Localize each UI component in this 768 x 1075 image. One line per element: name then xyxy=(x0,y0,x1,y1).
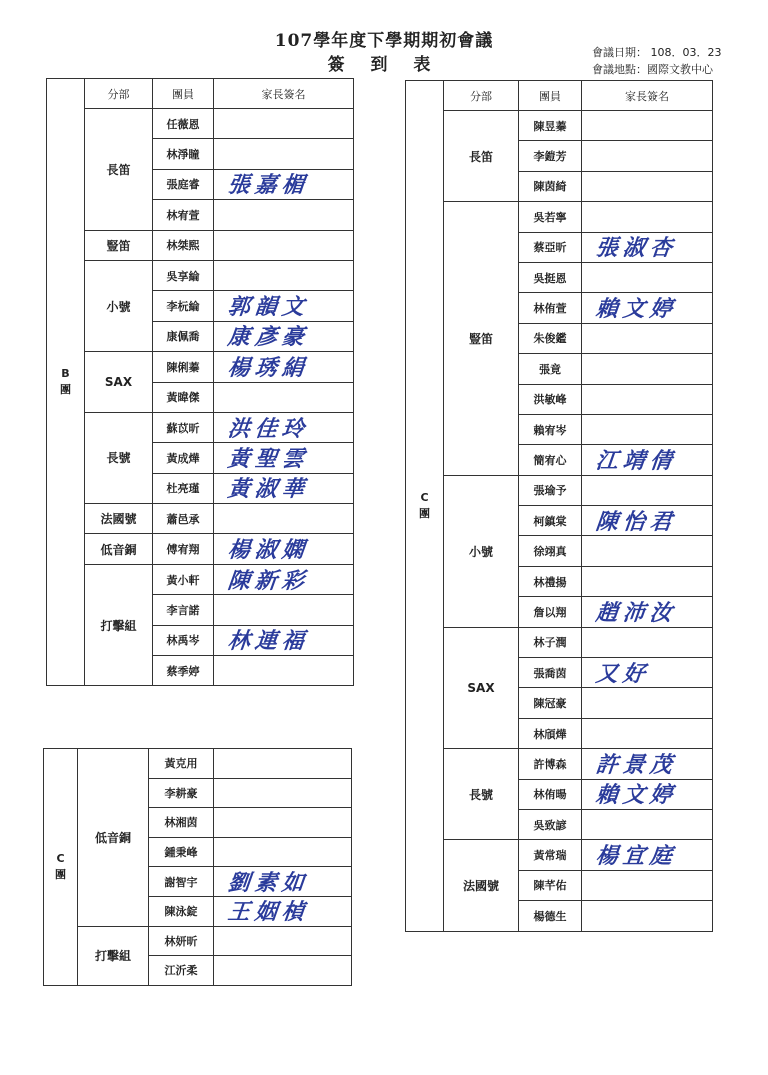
member-name: 蕭邑承 xyxy=(153,504,214,534)
section-name: 法國號 xyxy=(444,840,519,931)
c-group-signin-table-right xyxy=(405,80,713,932)
member-name: 洪敏峰 xyxy=(519,384,582,414)
parent-signature-cell[interactable] xyxy=(582,658,713,688)
section-name: SAX xyxy=(444,627,519,749)
parent-signature-cell[interactable] xyxy=(214,749,352,779)
header-row xyxy=(406,81,713,111)
section-name: 小號 xyxy=(85,260,153,351)
meeting-date: 會議日期： 108．03．23 xyxy=(592,46,722,59)
member-name: 張瑜予 xyxy=(519,475,582,505)
member-name: 張喬茵 xyxy=(519,658,582,688)
member-name: 黃常瑞 xyxy=(519,840,582,870)
parent-signature: 賴文婷 xyxy=(594,295,679,322)
parent-signature: 陳新彩 xyxy=(226,567,311,594)
parent-signature-cell[interactable] xyxy=(214,352,354,382)
member-name: 林侑暘 xyxy=(519,779,582,809)
table-row xyxy=(47,352,354,382)
table-row xyxy=(406,111,713,141)
member-name: 陳昱蓁 xyxy=(519,111,582,141)
parent-signature-cell[interactable] xyxy=(582,262,713,292)
parent-signature-cell[interactable] xyxy=(214,260,354,290)
parent-signature-cell[interactable] xyxy=(582,384,713,414)
member-name: 黃暐傑 xyxy=(153,382,214,412)
parent-signature: 楊宜庭 xyxy=(594,842,679,869)
member-name: 蔡亞昕 xyxy=(519,232,582,262)
member-name: 黃克用 xyxy=(149,749,214,779)
parent-signature-cell[interactable] xyxy=(214,808,352,838)
parent-signature-cell[interactable] xyxy=(214,896,352,926)
parent-signature-cell[interactable] xyxy=(582,809,713,839)
member-name: 李耕豪 xyxy=(149,778,214,808)
parent-signature: 江靖倩 xyxy=(594,447,679,474)
member-name: 朱俊鑑 xyxy=(519,323,582,353)
meeting-place: 會議地點：國際文教中心 xyxy=(592,63,713,76)
parent-signature-cell[interactable] xyxy=(214,926,352,956)
page-title: 107學年度下學期期初會議 xyxy=(274,31,494,51)
parent-signature-cell[interactable] xyxy=(582,506,713,536)
parent-signature-cell[interactable] xyxy=(214,321,354,351)
parent-signature-cell[interactable] xyxy=(582,323,713,353)
member-name: 簡宥心 xyxy=(519,445,582,475)
section-name: 打擊組 xyxy=(85,564,153,686)
member-name: 吳致諺 xyxy=(519,809,582,839)
parent-signature-cell[interactable] xyxy=(214,656,354,686)
parent-signature: 楊琇絹 xyxy=(226,354,311,381)
c-group-signin-table-left xyxy=(43,748,352,986)
parent-signature: 賴文婷 xyxy=(594,782,679,809)
parent-signature-cell[interactable] xyxy=(582,901,713,931)
parent-signature: 王姻楨 xyxy=(226,899,311,926)
parent-signature-cell[interactable] xyxy=(582,718,713,748)
member-name: 許博森 xyxy=(519,749,582,779)
group-label: C 團 xyxy=(44,749,78,986)
table-row xyxy=(406,627,713,657)
parent-signature-cell[interactable] xyxy=(214,504,354,534)
member-name: 江沂柔 xyxy=(149,956,214,986)
parent-signature-cell[interactable] xyxy=(582,293,713,323)
group-label: C 團 xyxy=(406,81,444,932)
member-name: 蔡季婷 xyxy=(153,656,214,686)
section-name: 長笛 xyxy=(85,109,153,231)
member-name: 鍾秉峰 xyxy=(149,837,214,867)
column-header-member: 團員 xyxy=(519,81,582,111)
parent-signature: 許景茂 xyxy=(594,751,679,778)
member-name: 吳挺恩 xyxy=(519,262,582,292)
parent-signature-cell[interactable] xyxy=(582,870,713,900)
table-row xyxy=(406,749,713,779)
parent-signature-cell[interactable] xyxy=(214,837,352,867)
member-name: 杜亮瑾 xyxy=(153,473,214,503)
table-row xyxy=(47,230,354,260)
table-row xyxy=(406,840,713,870)
parent-signature-cell[interactable] xyxy=(214,867,352,897)
member-name: 陳冠豪 xyxy=(519,688,582,718)
member-name: 吳享綸 xyxy=(153,260,214,290)
parent-signature-cell[interactable] xyxy=(582,141,713,171)
parent-signature-cell[interactable] xyxy=(214,534,354,564)
member-name: 林子潤 xyxy=(519,627,582,657)
member-name: 林湘茵 xyxy=(149,808,214,838)
member-name: 楊德生 xyxy=(519,901,582,931)
member-name: 林侑萱 xyxy=(519,293,582,323)
parent-signature-cell[interactable] xyxy=(214,956,352,986)
parent-signature: 黃聖雲 xyxy=(226,445,311,472)
parent-signature-cell[interactable] xyxy=(214,382,354,412)
parent-signature-cell[interactable] xyxy=(214,625,354,655)
member-name: 林禹岑 xyxy=(153,625,214,655)
member-name: 任薇恩 xyxy=(153,109,214,139)
parent-signature-cell[interactable] xyxy=(214,169,354,199)
parent-signature-cell[interactable] xyxy=(582,171,713,201)
parent-signature: 趙沛汝 xyxy=(594,599,679,626)
table-row xyxy=(47,534,354,564)
member-name: 張竟 xyxy=(519,354,582,384)
parent-signature-cell[interactable] xyxy=(214,412,354,442)
parent-signature: 洪佳玲 xyxy=(226,415,311,442)
member-name: 陳俐蓁 xyxy=(153,352,214,382)
member-name: 蘇苡昕 xyxy=(153,412,214,442)
parent-signature: 康彥豪 xyxy=(226,324,311,351)
table-row xyxy=(406,475,713,505)
section-name: 低音銅 xyxy=(85,534,153,564)
section-name: 打擊組 xyxy=(78,926,149,985)
parent-signature: 又好 xyxy=(594,660,652,687)
member-name: 黃小軒 xyxy=(153,564,214,594)
member-name: 李杬綸 xyxy=(153,291,214,321)
parent-signature-cell[interactable] xyxy=(582,111,713,141)
member-name: 陳茵綺 xyxy=(519,171,582,201)
member-name: 林禮揚 xyxy=(519,566,582,596)
parent-signature: 張淑杏 xyxy=(594,235,679,262)
section-name: 法國號 xyxy=(85,504,153,534)
member-name: 林宥萱 xyxy=(153,200,214,230)
section-name: 小號 xyxy=(444,475,519,627)
table-row xyxy=(47,109,354,139)
section-name: 豎笛 xyxy=(444,202,519,476)
group-label: B 團 xyxy=(47,79,85,686)
table-row xyxy=(47,504,354,534)
section-name: 低音銅 xyxy=(78,749,149,927)
column-header-member: 團員 xyxy=(153,79,214,109)
parent-signature-cell[interactable] xyxy=(582,840,713,870)
parent-signature-cell[interactable] xyxy=(214,778,352,808)
parent-signature-cell[interactable] xyxy=(214,139,354,169)
member-name: 陳泳錠 xyxy=(149,896,214,926)
member-name: 林桀熙 xyxy=(153,230,214,260)
member-name: 徐翊真 xyxy=(519,536,582,566)
column-header-signature: 家長簽名 xyxy=(214,79,354,109)
parent-signature-cell[interactable] xyxy=(214,291,354,321)
member-name: 吳若寧 xyxy=(519,202,582,232)
member-name: 李言諾 xyxy=(153,595,214,625)
member-name: 詹以翔 xyxy=(519,597,582,627)
parent-signature: 郭韻文 xyxy=(226,293,311,320)
header-row xyxy=(47,79,354,109)
member-name: 康佩喬 xyxy=(153,321,214,351)
parent-signature-cell[interactable] xyxy=(214,443,354,473)
table-row xyxy=(44,926,352,956)
member-name: 李鎧芳 xyxy=(519,141,582,171)
section-name: 長號 xyxy=(444,749,519,840)
member-name: 黃成燁 xyxy=(153,443,214,473)
parent-signature-cell[interactable] xyxy=(582,688,713,718)
parent-signature-cell[interactable] xyxy=(582,475,713,505)
parent-signature-cell[interactable] xyxy=(582,232,713,262)
section-name: 長笛 xyxy=(444,111,519,202)
member-name: 林頎燁 xyxy=(519,718,582,748)
parent-signature-cell[interactable] xyxy=(214,473,354,503)
parent-signature-cell[interactable] xyxy=(214,595,354,625)
section-name: 長號 xyxy=(85,412,153,503)
parent-signature: 張嘉楣 xyxy=(226,172,311,199)
parent-signature-cell[interactable] xyxy=(582,749,713,779)
column-header-section: 分部 xyxy=(85,79,153,109)
parent-signature: 黃淑華 xyxy=(226,476,311,503)
parent-signature: 劉素如 xyxy=(226,869,311,896)
parent-signature: 林連福 xyxy=(226,628,311,655)
page-subtitle: 簽 到 表 xyxy=(327,55,441,75)
table-row xyxy=(406,202,713,232)
parent-signature-cell[interactable] xyxy=(582,627,713,657)
member-name: 柯鎮棠 xyxy=(519,506,582,536)
parent-signature-cell[interactable] xyxy=(214,564,354,594)
parent-signature-cell[interactable] xyxy=(582,597,713,627)
parent-signature: 楊淑嫻 xyxy=(226,537,311,564)
parent-signature-cell[interactable] xyxy=(582,566,713,596)
parent-signature-cell[interactable] xyxy=(582,536,713,566)
member-name: 張庭睿 xyxy=(153,169,214,199)
parent-signature-cell[interactable] xyxy=(214,109,354,139)
section-name: SAX xyxy=(85,352,153,413)
parent-signature: 陳怡君 xyxy=(594,508,679,535)
table-row xyxy=(47,260,354,290)
table-row xyxy=(47,564,354,594)
parent-signature-cell[interactable] xyxy=(582,202,713,232)
column-header-section: 分部 xyxy=(444,81,519,111)
section-name: 豎笛 xyxy=(85,230,153,260)
member-name: 謝智宇 xyxy=(149,867,214,897)
column-header-signature: 家長簽名 xyxy=(582,81,713,111)
parent-signature-cell[interactable] xyxy=(582,354,713,384)
parent-signature-cell[interactable] xyxy=(214,230,354,260)
member-name: 傅宥翔 xyxy=(153,534,214,564)
member-name: 陳芊佑 xyxy=(519,870,582,900)
parent-signature-cell[interactable] xyxy=(582,445,713,475)
b-group-signin-table xyxy=(46,78,354,686)
table-row xyxy=(47,412,354,442)
member-name: 林妍昕 xyxy=(149,926,214,956)
parent-signature-cell[interactable] xyxy=(214,200,354,230)
table-row xyxy=(44,749,352,779)
member-name: 林淨瞳 xyxy=(153,139,214,169)
parent-signature-cell[interactable] xyxy=(582,779,713,809)
parent-signature-cell[interactable] xyxy=(582,414,713,444)
member-name: 賴宥岑 xyxy=(519,414,582,444)
